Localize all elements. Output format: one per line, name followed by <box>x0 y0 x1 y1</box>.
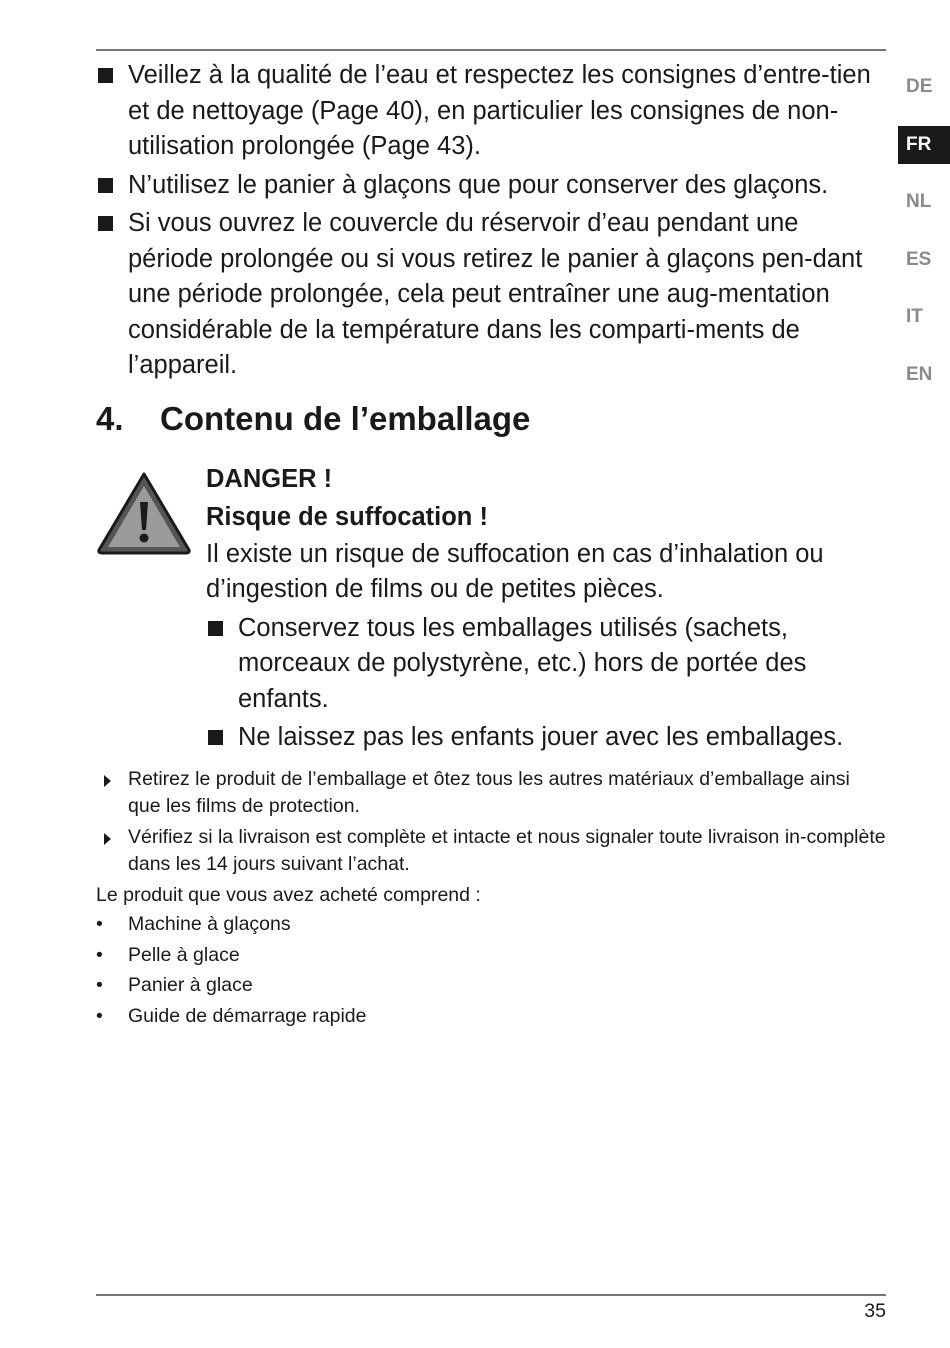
list-item-text: Ne laissez pas les enfants jouer avec les emballages. <box>238 723 844 751</box>
arrow-bullet-icon <box>104 775 111 787</box>
square-bullet-icon <box>208 730 223 745</box>
danger-warning-block <box>96 460 886 756</box>
lang-tab-it[interactable]: IT <box>906 306 923 327</box>
list-item <box>96 168 886 204</box>
list-item <box>96 1003 886 1031</box>
lang-tab-en[interactable]: EN <box>906 363 933 385</box>
page-number: 35 <box>864 1300 886 1322</box>
dot-bullet-icon: • <box>96 1004 103 1027</box>
square-bullet-icon <box>98 178 113 193</box>
lang-tab-fr[interactable]: FR <box>898 126 950 164</box>
section-number: 4. <box>96 399 124 437</box>
section-heading <box>96 396 886 442</box>
list-item <box>96 766 886 821</box>
danger-title: DANGER ! <box>206 464 333 493</box>
list-item <box>96 824 886 879</box>
dot-bullet-icon: • <box>96 913 103 935</box>
lang-tab-es[interactable]: ES <box>906 248 932 270</box>
lang-tab-nl[interactable]: NL <box>906 191 932 212</box>
warning-triangle-icon <box>96 470 192 556</box>
list-item <box>96 942 886 970</box>
square-bullet-icon <box>98 68 113 83</box>
dot-bullet-icon: • <box>96 943 103 966</box>
list-item-text: Guide de démarrage rapide <box>128 1004 367 1027</box>
square-bullet-icon <box>208 621 223 636</box>
contents-intro: Le produit que vous avez acheté comprend : <box>96 883 481 906</box>
list-item-text: Panier à glace <box>128 974 253 996</box>
list-item <box>96 911 886 939</box>
arrow-bullet-icon <box>104 833 111 845</box>
language-tabs <box>898 68 950 413</box>
safety-bullet-list <box>96 58 886 384</box>
lang-tab-de[interactable]: DE <box>906 76 933 97</box>
list-item-text: Pelle à glace <box>128 943 240 966</box>
list-item-text: Machine à glaçons <box>128 913 291 935</box>
list-item <box>206 720 886 756</box>
contents-list <box>96 911 886 1030</box>
section-title: Contenu de l’emballage <box>160 399 531 437</box>
page-content <box>96 58 886 1033</box>
list-item-text: Veillez à la qualité de l’eau et respectez les consignes d’entre-tien et de nettoyage (Page 40), en particulier les consignes de non-utilisation prolongée (Page 43). <box>128 61 871 160</box>
list-item-text: Conservez tous les emballages utilisés (sachets, morceaux de polystyrène, etc.) hors de portée des enfants. <box>238 613 807 713</box>
bottom-rule <box>96 1294 886 1296</box>
danger-text: Il existe un risque de suffocation en cas d’inhalation ou d’ingestion de films ou de petites pièces. <box>206 539 824 603</box>
list-item <box>96 58 886 165</box>
instruction-list <box>96 766 886 879</box>
danger-subtitle: Risque de suffocation ! <box>206 502 488 531</box>
danger-bullet-list <box>206 611 886 756</box>
list-item <box>96 972 886 1000</box>
list-item-text: Si vous ouvrez le couvercle du réservoir d’eau pendant une période prolongée ou si vous retirez le panier à glaçons pen-dant une période prolongée, cela peut entraîner une aug-mentation considérable de la température dans les comparti-ments de l’appareil. <box>128 209 863 379</box>
dot-bullet-icon: • <box>96 974 103 996</box>
top-rule <box>96 49 886 51</box>
list-item <box>206 611 886 718</box>
list-item-text: N’utilisez le panier à glaçons que pour conserver des glaçons. <box>128 170 829 199</box>
list-item <box>96 206 886 384</box>
list-item-text: Retirez le produit de l’emballage et ôtez tous les autres matériaux d’emballage ainsi que les films de protection. <box>128 767 850 817</box>
square-bullet-icon <box>98 216 113 231</box>
list-item-text: Vérifiez si la livraison est complète et intacte et nous signaler toute livraison in-complète dans les 14 jours suivant l’achat. <box>128 825 886 875</box>
